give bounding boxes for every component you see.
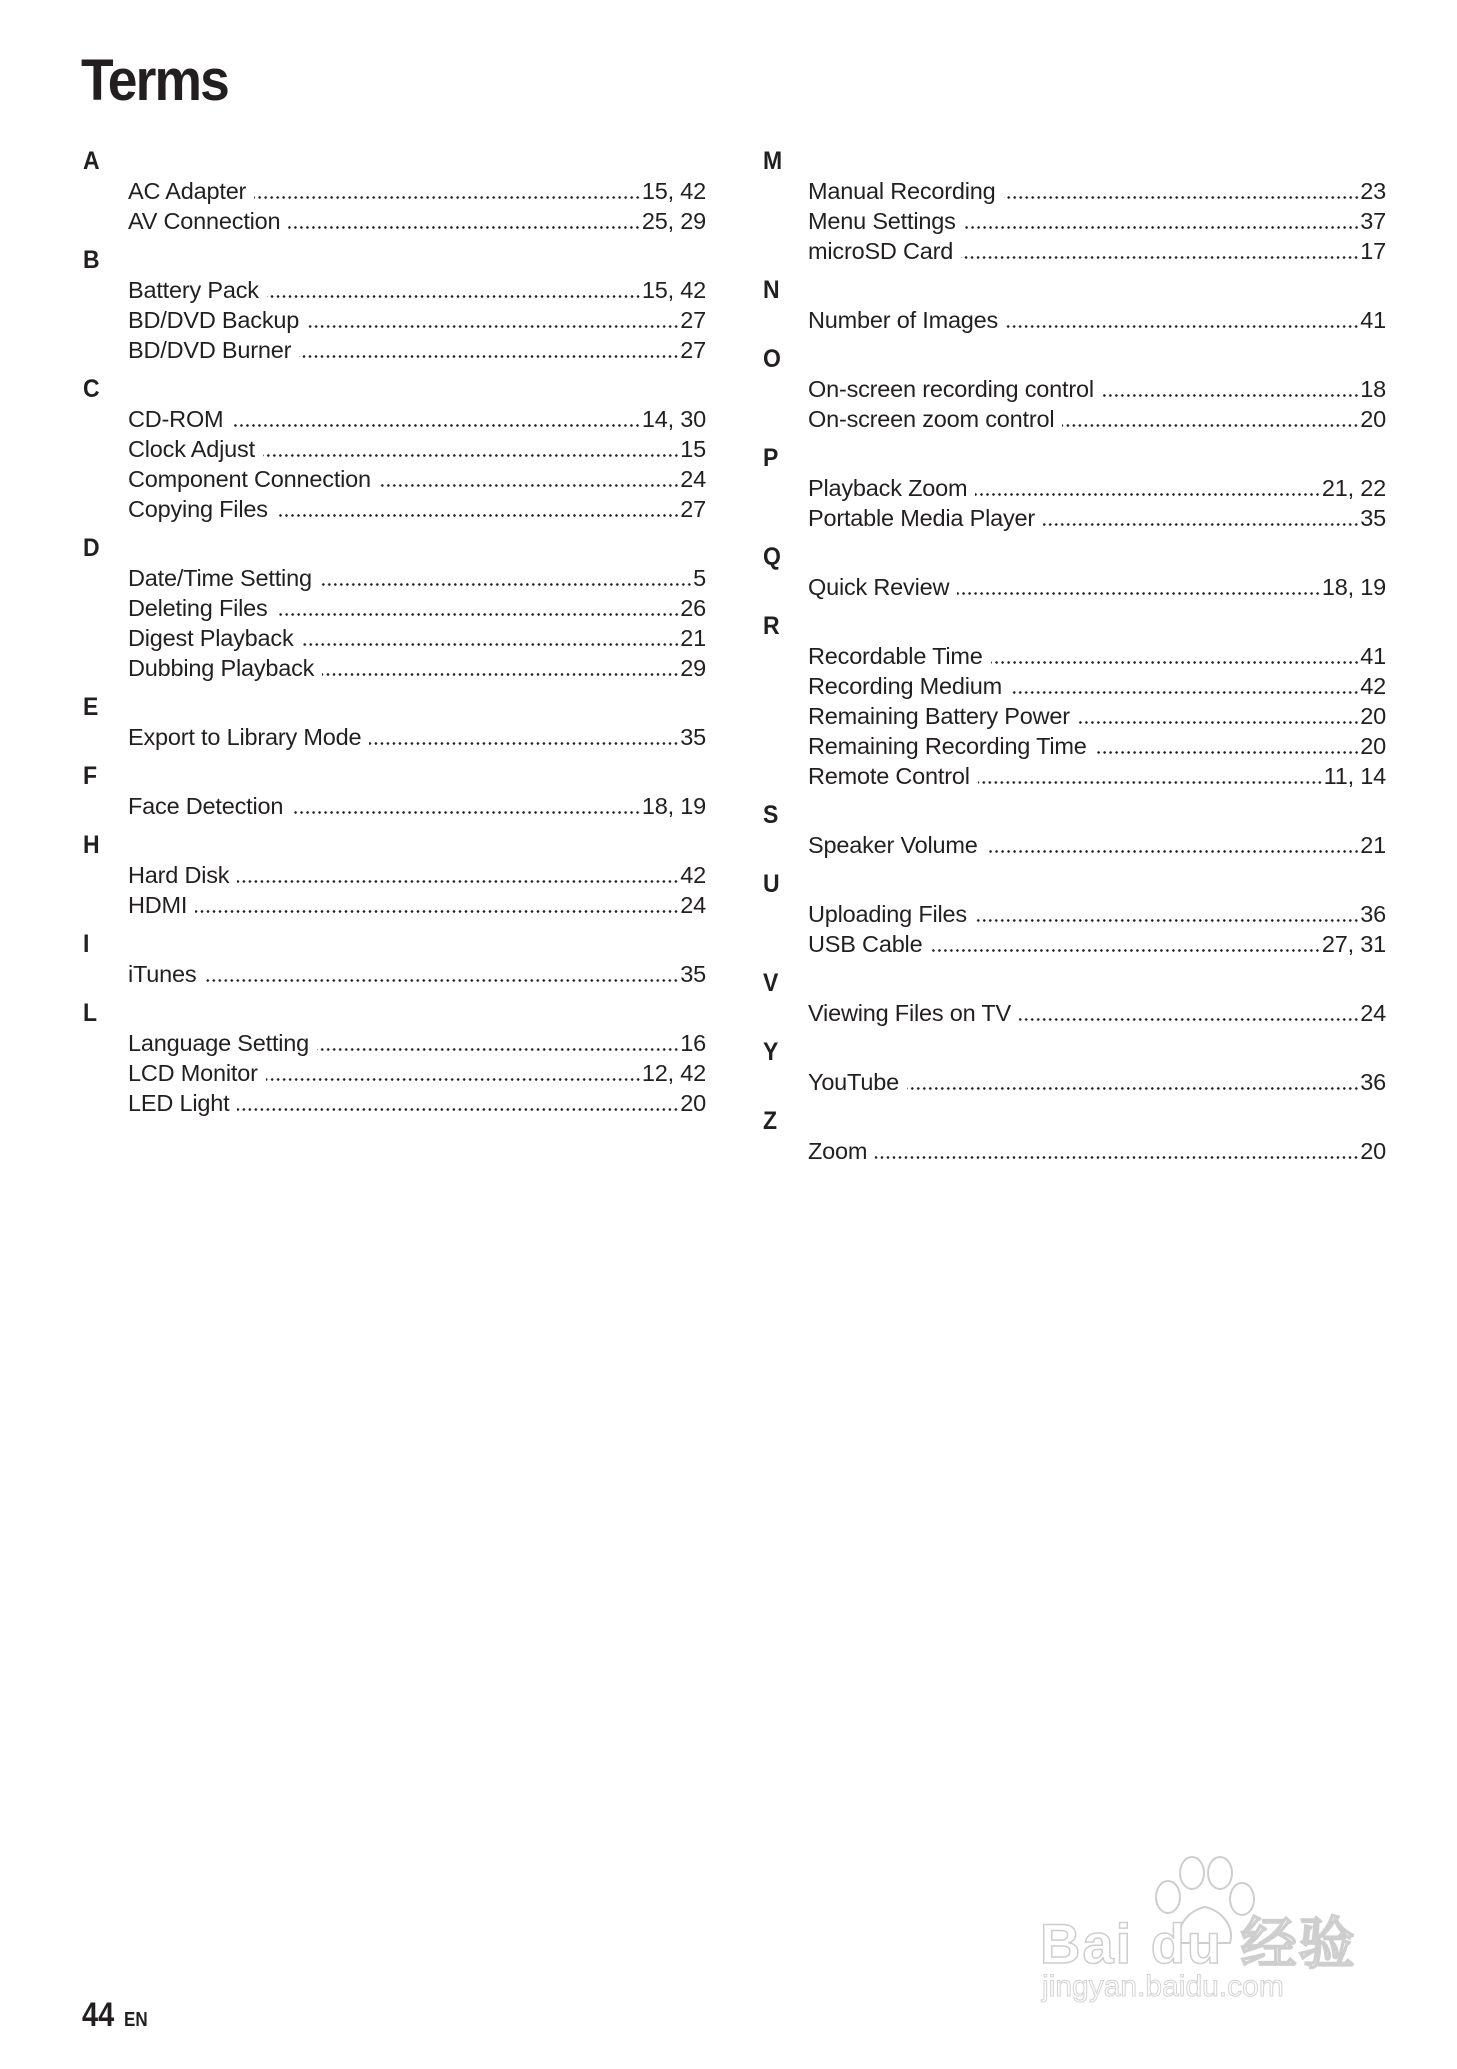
index-page-ref: 36 [1360,901,1386,927]
index-letter-heading: Y [763,1038,779,1066]
dot-leader [369,742,679,745]
index-page-ref: 21, 22 [1321,475,1386,501]
dot-leader [875,1156,1359,1159]
index-term: Recording Medium [808,673,1003,699]
index-group [83,146,706,236]
index-letter-heading: M [763,147,783,175]
index-term: LED Light [128,1090,230,1116]
index-column-right [763,146,1386,1166]
dot-leader [930,949,1320,952]
index-page-ref: 27 [680,337,706,363]
index-page-ref: 35 [1360,505,1386,531]
index-group [763,869,1386,959]
page-footer [82,1996,152,2035]
index-entry [808,761,1386,791]
index-entry [808,404,1386,434]
index-term: Playback Zoom [808,475,968,501]
index-entry [128,275,706,305]
index-term: Quick Review [808,574,950,600]
index-letter-heading: N [763,276,780,304]
index-group [763,542,1386,602]
index-term: Number of Images [808,307,999,333]
dot-leader [237,1108,679,1111]
dot-leader [276,514,679,517]
index-entry [808,176,1386,206]
index-term: Remaining Recording Time [808,733,1087,759]
index-entry [128,791,706,821]
index-page-ref: 5 [693,565,706,591]
index-page-ref: 41 [1360,643,1386,669]
index-group [83,533,706,683]
index-term: Manual Recording [808,178,996,204]
index-page-ref: 17 [1360,238,1386,264]
dot-leader [204,979,679,982]
index-letter-heading: I [83,930,90,958]
index-letter-heading: U [763,870,780,898]
index-term: Export to Library Mode [128,724,362,750]
index-group [763,146,1386,266]
index-term: YouTube [808,1069,899,1095]
dot-leader [975,919,1359,922]
page-number: 44 [82,1996,115,2034]
index-page-ref: 20 [1360,733,1386,759]
index-term: Deleting Files [128,595,268,621]
index-page-ref: 18, 19 [1321,574,1386,600]
index-entry [128,206,706,236]
index-page-ref: 12, 42 [641,1060,706,1086]
index-term: Viewing Files on TV [808,1000,1012,1026]
index-term: Dubbing Playback [128,655,315,681]
index-group [83,245,706,365]
dot-leader [1095,751,1360,754]
index-letter-heading: C [83,375,100,403]
dot-leader [291,811,641,814]
index-entry [808,731,1386,761]
index-entry [128,335,706,365]
index-group [763,1106,1386,1166]
index-page-ref: 21 [1360,832,1386,858]
index-page-ref: 29 [680,655,706,681]
dot-leader [302,643,680,646]
index-page-ref: 16 [680,1030,706,1056]
index-term: Uploading Files [808,901,967,927]
index-entry [128,593,706,623]
dot-leader [961,256,1359,259]
index-entry [128,1088,706,1118]
dot-leader [237,880,679,883]
dot-leader [1006,325,1359,328]
index-page-ref: 21 [680,625,706,651]
index-term: Remaining Battery Power [808,703,1070,729]
index-letter-heading: F [83,762,98,790]
index-letter-heading: Z [763,1107,778,1135]
index-term: Remote Control [808,763,970,789]
dot-leader [322,673,679,676]
dot-leader [307,325,679,328]
index-page-ref: 11, 14 [1323,763,1386,789]
dot-leader [986,850,1360,853]
index-term: Portable Media Player [808,505,1036,531]
dot-leader [254,196,641,199]
dot-leader [195,910,679,913]
index-entry [128,959,706,989]
index-group [763,275,1386,335]
index-term: On-screen recording control [808,376,1094,402]
index-letter-heading: Q [763,543,781,571]
index-term: Menu Settings [808,208,956,234]
index-group [83,761,706,821]
index-letter-heading: D [83,534,100,562]
index-page-ref: 15, 42 [641,178,706,204]
index-entry [808,671,1386,701]
index-term: Clock Adjust [128,436,255,462]
index-letter-heading: S [763,801,779,829]
dot-leader [1102,394,1359,397]
dot-leader [1019,1018,1359,1021]
index-entry [808,473,1386,503]
index-page-ref: 20 [1360,406,1386,432]
dot-leader [964,226,1360,229]
dot-leader [263,454,679,457]
dot-leader [288,226,640,229]
index-entry [128,722,706,752]
index-entry [128,653,706,683]
watermark-logo-text: Bai du 经验 [1040,1912,1357,1975]
dot-leader [299,355,679,358]
index-page-ref: 14, 30 [641,406,706,432]
dot-leader [276,613,680,616]
dot-leader [1062,424,1359,427]
index-page-ref: 24 [680,466,706,492]
index-term: Copying Files [128,496,268,522]
index-page-ref: 37 [1360,208,1386,234]
dot-leader [907,1087,1359,1090]
index-page-ref: 20 [1360,703,1386,729]
index-page-ref: 27 [680,307,706,333]
index-letter-heading: R [763,612,780,640]
index-letter-heading: E [83,693,99,721]
index-term: Component Connection [128,466,371,492]
dot-leader [1004,196,1360,199]
index-group [763,800,1386,860]
index-group [83,929,706,989]
index-entry [808,236,1386,266]
index-group [763,968,1386,1028]
index-term: Hard Disk [128,862,230,888]
dot-leader [266,1078,641,1081]
index-entry [808,374,1386,404]
index-entry [128,1058,706,1088]
index-page-ref: 18 [1360,376,1386,402]
index-entry [808,206,1386,236]
index-page-ref: 35 [680,724,706,750]
index-page-ref: 25, 29 [641,208,706,234]
index-entry [808,572,1386,602]
index-term: microSD Card [808,238,954,264]
index-page-ref: 20 [1360,1138,1386,1164]
index-page-ref: 42 [680,862,706,888]
index-term: Zoom [808,1138,868,1164]
index-letter-heading: L [83,999,98,1027]
index-entry [128,176,706,206]
index-page-ref: 26 [680,595,706,621]
dot-leader [231,424,640,427]
index-entry [808,305,1386,335]
dot-leader [317,1048,679,1051]
dot-leader [1010,691,1359,694]
index-entry [128,305,706,335]
index-letter-heading: B [83,246,100,274]
index-letter-heading: V [763,969,779,997]
index-entry [128,860,706,890]
index-entry [808,1067,1386,1097]
index-page-ref: 15, 42 [641,277,706,303]
index-page-ref: 24 [680,892,706,918]
dot-leader [1078,721,1359,724]
dot-leader [991,661,1360,664]
index-term: Date/Time Setting [128,565,312,591]
index-entry [808,998,1386,1028]
baidu-watermark [1030,1855,1370,2005]
dot-leader [320,583,692,586]
index-page-ref: 41 [1360,307,1386,333]
index-page-ref: 20 [680,1090,706,1116]
dot-leader [379,484,679,487]
index-letter-heading: H [83,831,100,859]
index-entry [128,1028,706,1058]
index-term: AV Connection [128,208,281,234]
index-entry [808,503,1386,533]
index-term: iTunes [128,961,197,987]
index-entry [128,623,706,653]
index-term: Face Detection [128,793,284,819]
index-page-ref: 36 [1360,1069,1386,1095]
index-entry [128,563,706,593]
index-entry [128,404,706,434]
dot-leader [978,781,1323,784]
index-entry [808,830,1386,860]
index-entry [128,464,706,494]
index-group [83,692,706,752]
index-term: USB Cable [808,931,923,957]
dot-leader [975,493,1321,496]
index-term: HDMI [128,892,188,918]
index-group [763,611,1386,791]
index-group [763,1037,1386,1097]
index-group [83,830,706,920]
index-letter-heading: P [763,444,779,472]
index-letter-heading: A [83,147,100,175]
watermark-url: jingyan.baidu.com [1042,1970,1284,2003]
index-page-ref: 27, 31 [1321,931,1386,957]
index-page-ref: 35 [680,961,706,987]
index-term: LCD Monitor [128,1060,258,1086]
dot-leader [1043,523,1359,526]
language-code: EN [123,2009,148,2031]
index-term: Battery Pack [128,277,259,303]
index-group [83,998,706,1118]
index-entry [128,494,706,524]
index-term: On-screen zoom control [808,406,1055,432]
index-term: BD/DVD Burner [128,337,292,363]
index-page-ref: 42 [1360,673,1386,699]
index-column-left [83,146,706,1118]
page-title: Terms [81,48,228,113]
index-term: Language Setting [128,1030,310,1056]
index-page-ref: 15 [680,436,706,462]
index-group [83,374,706,524]
index-entry [808,929,1386,959]
index-term: Digest Playback [128,625,294,651]
index-term: BD/DVD Backup [128,307,300,333]
index-entry [808,1136,1386,1166]
index-term: Speaker Volume [808,832,978,858]
index-page-ref: 18, 19 [641,793,706,819]
index-term: AC Adapter [128,178,247,204]
dot-leader [957,592,1321,595]
index-entry [808,641,1386,671]
index-group [763,344,1386,434]
index-page-ref: 27 [680,496,706,522]
index-entry [128,890,706,920]
index-entry [808,899,1386,929]
index-entry [128,434,706,464]
index-group [763,443,1386,533]
index-entry [808,701,1386,731]
index-letter-heading: O [763,345,781,373]
index-term: Recordable Time [808,643,983,669]
index-page-ref: 24 [1360,1000,1386,1026]
index-term: CD-ROM [128,406,224,432]
dot-leader [267,295,641,298]
index-page-ref: 23 [1360,178,1386,204]
